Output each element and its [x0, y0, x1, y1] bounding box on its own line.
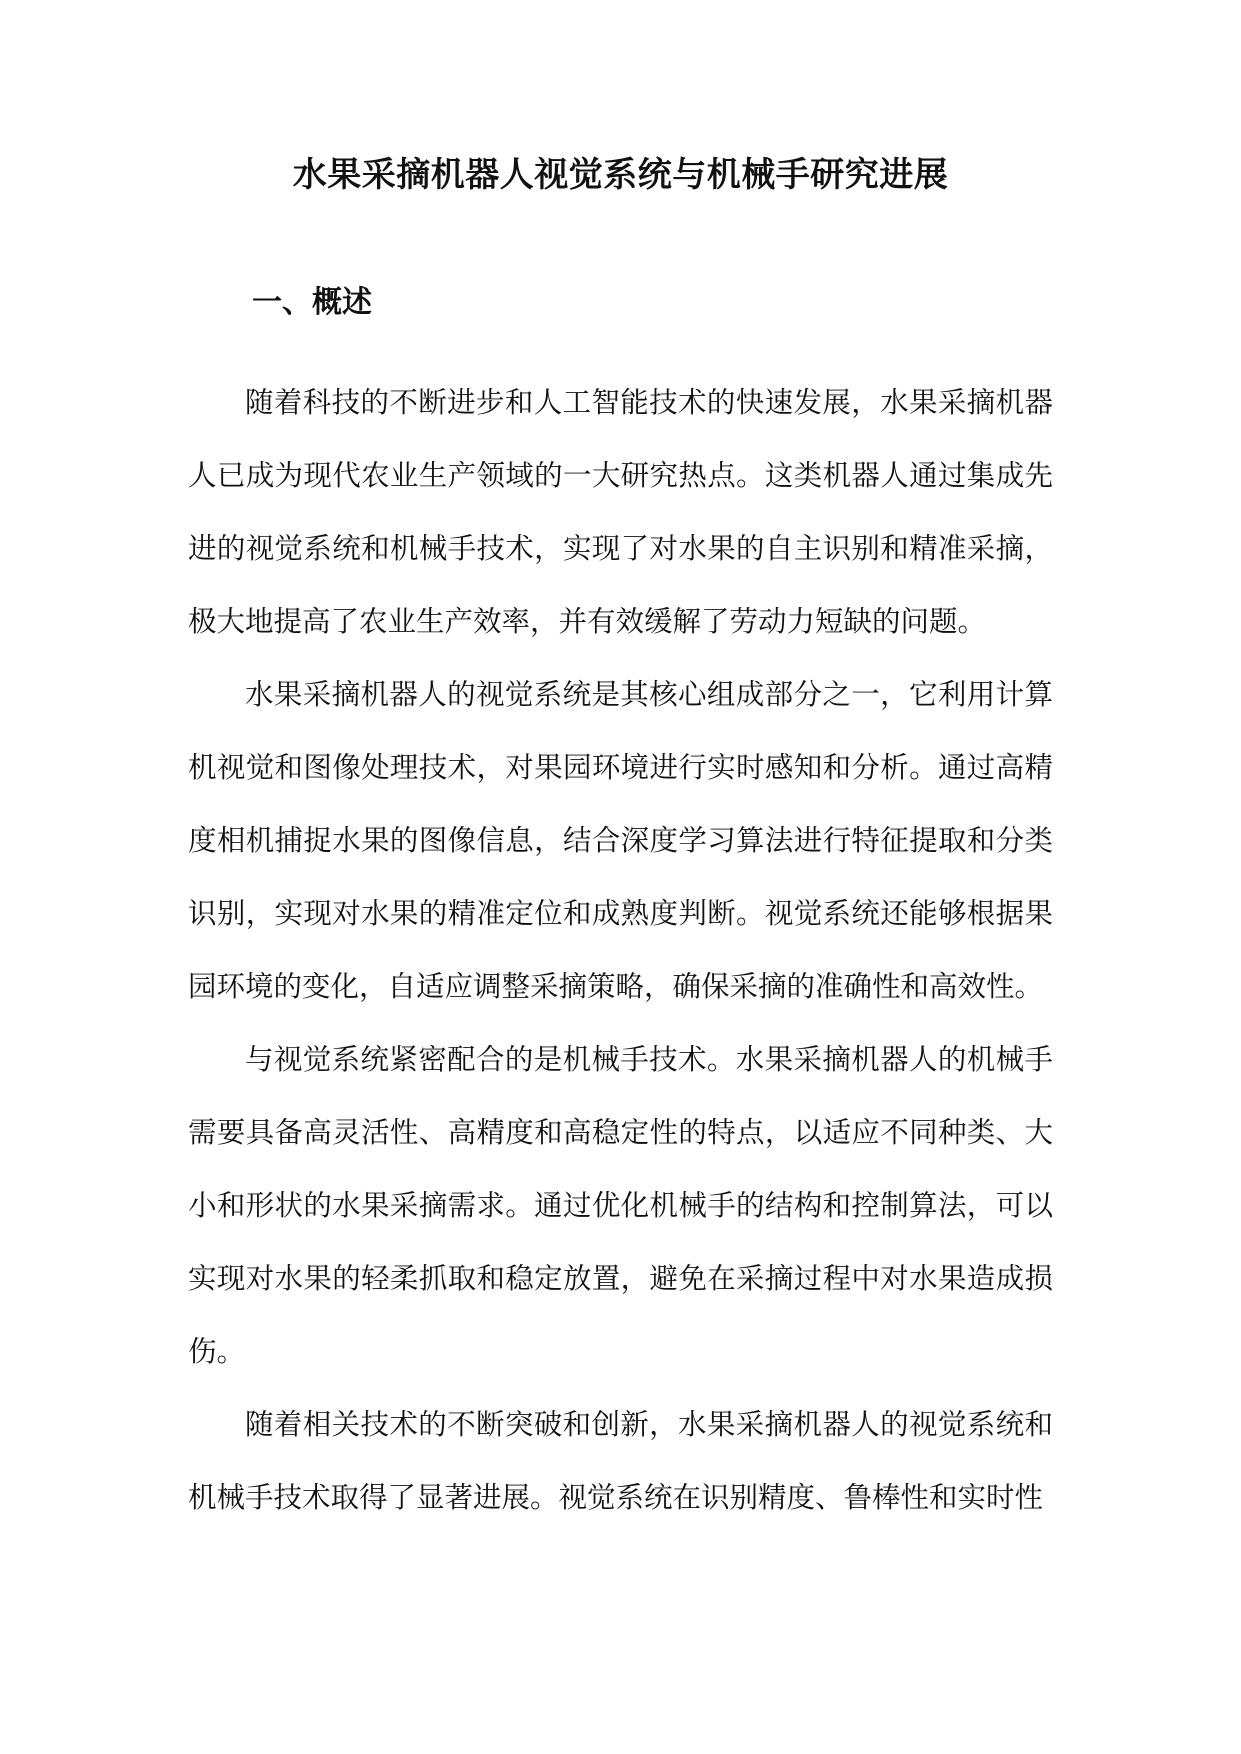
paragraph-1: 随着科技的不断进步和人工智能技术的快速发展，水果采摘机器人已成为现代农业生产领域的一大研究热点。这类机器人通过集成先进的视觉系统和机械手技术，实现了对水果的自主识别和精准采摘，极大地提高了农业生产效率，并有效缓解了劳动力短缺的问题。 [188, 386, 1053, 638]
document-title: 水果采摘机器人视觉系统与机械手研究进展 [292, 155, 949, 195]
section-heading: 一、概述 [252, 285, 372, 320]
body-text [188, 366, 1053, 1534]
paragraph-3: 与视觉系统紧密配合的是机械手技术。水果采摘机器人的机械手需要具备高灵活性、高精度和高稳定性的特点，以适应不同种类、大小和形状的水果采摘需求。通过优化机械手的结构和控制算法，可以实现对水果的轻柔抓取和稳定放置，避免在采摘过程中对水果造成损伤。 [188, 1043, 1053, 1368]
paragraph-2: 水果采摘机器人的视觉系统是其核心组成部分之一，它利用计算机视觉和图像处理技术，对果园环境进行实时感知和分析。通过高精度相机捕捉水果的图像信息，结合深度学习算法进行特征提取和分类识别，实现对水果的精准定位和成熟度判断。视觉系统还能够根据果园环境的变化，自适应调整采摘策略，确保采摘的准确性和高效性。 [188, 678, 1053, 1003]
paragraph-4: 随着相关技术的不断突破和创新，水果采摘机器人的视觉系统和机械手技术取得了显著进展。视觉系统在识别精度、鲁棒性和实时性 [188, 1408, 1053, 1514]
